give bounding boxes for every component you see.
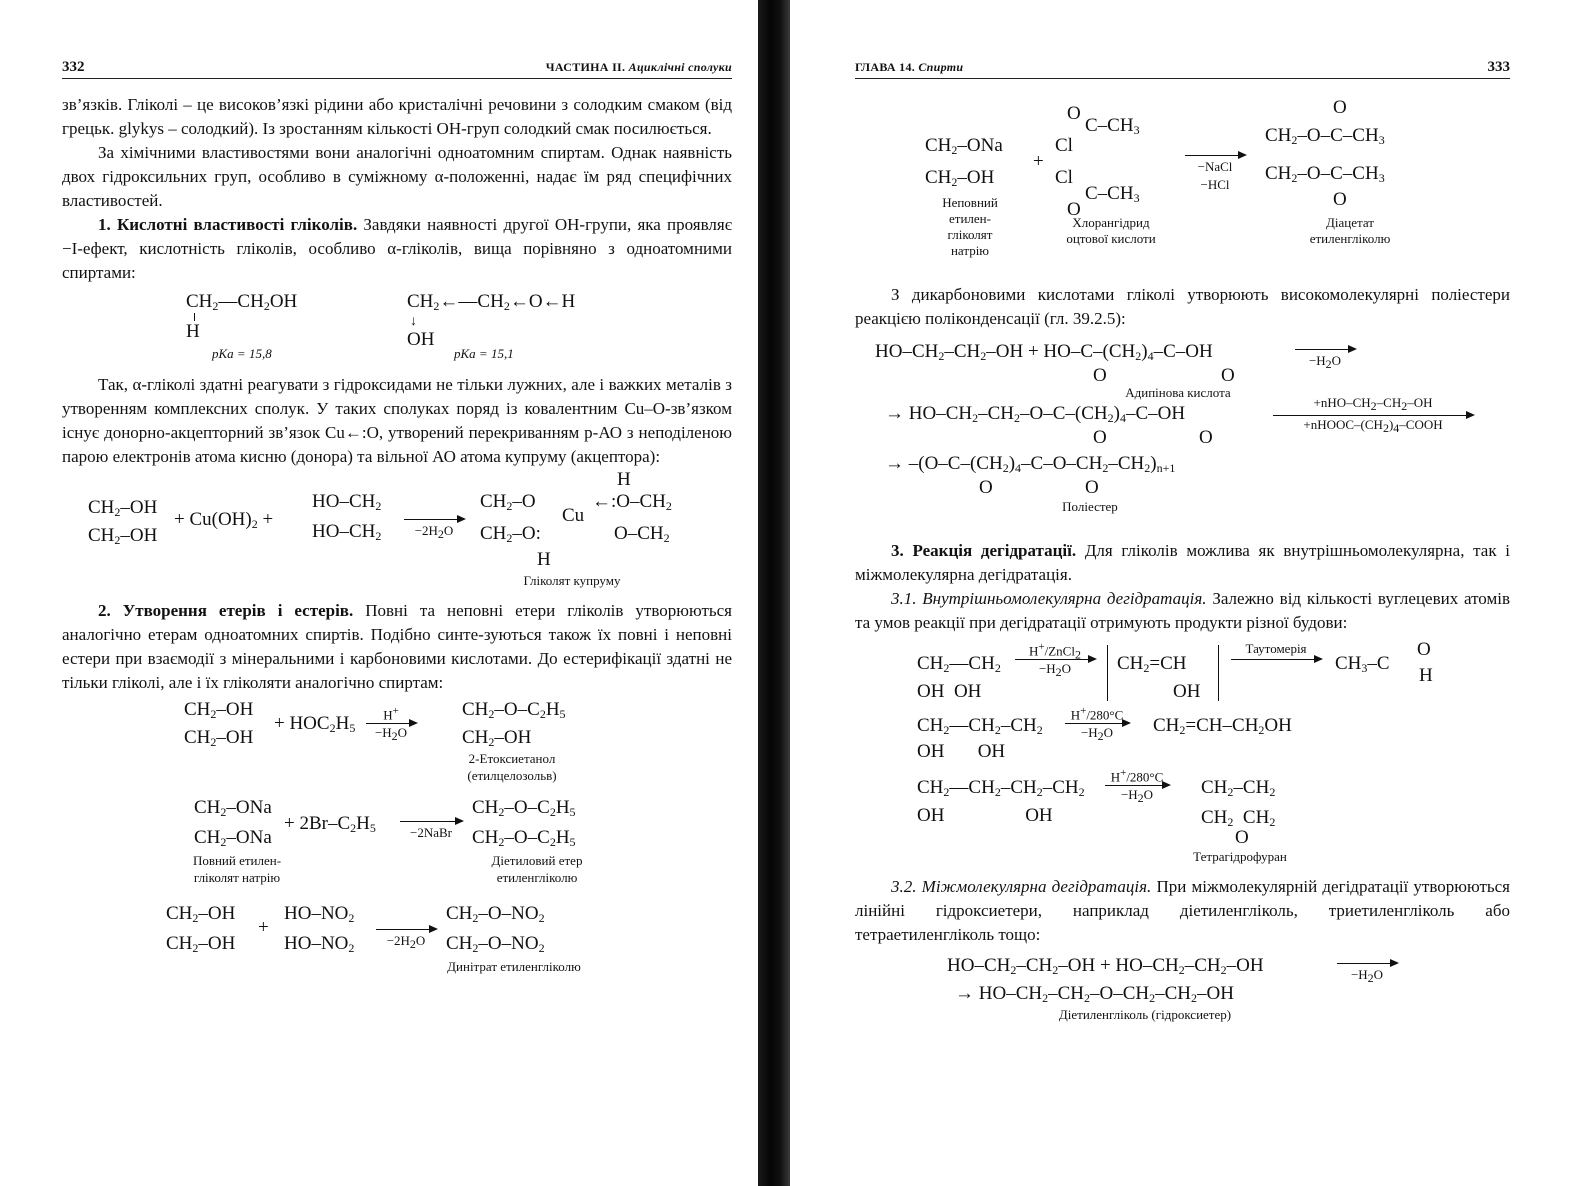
- dinitrate-reaction: $CH_2-OH$ $CH_2-OH$ + $HO-NO_2$ $HO-NO_2$ $-2H_2O$ $CH_2-O-NO_2$ $CH_2-O-NO_2$ Динітрат етиленгліколю: [62, 897, 732, 977]
- copper-glycolate-reaction: H $CH_2-OH$ $CH_2-OH$ + $Cu(OH)_2$ + $HO-CH_2$ $HO-CH_2$ $-2H_2O$ $CH_2-O$ $CH_2-O$: Cu $\leftarrow:O-CH_2$ $O-CH_2$ H Гліколят купруму: [88, 469, 672, 588]
- caption: Діетиленгліколь (гідроксиетер): [1058, 1007, 1232, 1022]
- section-title: 1. Кислотні властивості гліколів.: [98, 215, 358, 234]
- chapter-title: ГЛАВА 14. Спирти: [855, 60, 964, 74]
- paragraph: За хімічними властивостями вони аналогічні одноатомним спиртам. Однак наявність двох гідроксильних груп, особливо в суміжному α-положенні, надає їм ряд специфічних властивостей.: [62, 143, 732, 210]
- paragraph: З дикарбоновими кислотами гліколі утворюють високомолекулярні поліестери реакцією поліконденсації (гл. 39.2.5):: [855, 285, 1510, 328]
- caption: Діетиловий етер: [491, 853, 583, 868]
- subsection-3-2: 3.2. Міжмолекулярна дегідратація. При міжмолекулярній дегідратації утворюються лінійні гідроксиетери, наприклад діетиленгліколь, триетиленгліколь або тетраетиленгліколь тощо:: [855, 877, 1510, 944]
- right-page: [855, 55, 1510, 1027]
- paragraph: Так, α-гліколі здатні реагувати з гідроксидами не тільки лужних, але і важких металів з утворенням комплексних сполук. У таких сполуках поряд із ковалентним Cu–O-зв’язком існує донорно-акцепторний зв’язок Cu←:O, утворений перекриванням p-АО з неподіленою парою електронів атома кисню (донора) та вільної АО атома купруму (акцептора):: [62, 375, 732, 466]
- acidity-structures: $CH_2—CH_2OH$ H pKa = 15,8 $CH_2\leftarrow—CH_2\leftarrow O\leftarrow H$ ↓ OH pKa = 15,1: [62, 285, 732, 363]
- pka-value: pKa = 15,8: [212, 346, 272, 361]
- running-head-right: [855, 55, 1510, 79]
- caption: Тетрагідрофуран: [1193, 849, 1287, 864]
- pka-value: pKa = 15,1: [454, 346, 514, 361]
- caption: Хлорангідрид оцтової кислоти: [1066, 215, 1156, 246]
- subsection-title: 3.1. Внутрішньомолекулярна дегідратація.: [891, 589, 1207, 608]
- intermolecular-dehydration: $HO-CH_2-CH_2-OH + HO-CH_2-CH_2-OH$ $-H_2O$ → $HO-CH_2-CH_2-O-CH_2-CH_2-OH$ Діетиленгліколь (гідроксиетер): [855, 947, 1510, 1027]
- ethoxyethanol-reaction: $CH_2-OH$ $CH_2-OH$ + $HOC_2H_5$ H+ $-H_2O$ $CH_2-O-C_2H_5$ $CH_2-OH$ 2-Етоксиетанол (етилцелозольв): [62, 695, 732, 791]
- caption: Поліестер: [1062, 499, 1118, 514]
- section-title: 2. Утворення етерів і естерів.: [98, 601, 354, 620]
- caption: Динітрат етиленгліколю: [447, 959, 581, 974]
- subsection-title: 3.2. Міжмолекулярна дегідратація.: [891, 877, 1152, 896]
- subsection-3-1: 3.1. Внутрішньомолекулярна дегідратація. Залежно від кількості вуглецевих атомів та умов реакції при дегідратації отримують продукти різної будови:: [855, 589, 1510, 632]
- caption: гліколят натрію: [193, 870, 281, 885]
- page-number-right: 333: [1487, 59, 1510, 75]
- running-head-left: [62, 55, 732, 79]
- left-page: [62, 55, 732, 977]
- intramolecular-dehydration: $CH_2—CH_2$ OH OH H+/ZnCl$_2$ $-H_2O$ $CH_2=CH$ OH Таутомерія $CH_3-C$ O H $CH_2—CH_2-CH_2$ OH OH H+/280°C $-H_2O$ $CH_2=CH-CH_2OH$ $CH_2—CH_2-CH_2-CH_2$ OH OH H+/280°C $-H_2O$ $CH_2-CH_2$ $CH_2$ $CH_2$ O Тетрагідрофуран: [917, 639, 1433, 864]
- caption: Адипінова кислота: [1125, 385, 1231, 400]
- part-title: ЧАСТИНА II. Ациклічні сполуки: [545, 60, 732, 74]
- section-1: 1. Кислотні властивості гліколів. Завдяки наявності другої ОН-групи, яка проявляє −I-ефект, кислотність гліколів, особливо α-гліколів, вища порівняно з одноатомними спиртами:: [62, 215, 733, 282]
- book-gutter: [758, 0, 790, 1186]
- caption: Діацетат етиленгліколю: [1309, 215, 1391, 246]
- section-title: 3. Реакція дегідратації.: [891, 541, 1077, 560]
- section-3: 3. Реакція дегідратації. Для гліколів можлива як внутрішньомолекулярна, так і міжмолекулярна дегідратація.: [855, 541, 1511, 584]
- page-number-left: 332: [62, 59, 85, 75]
- polyester-reaction: $HO-CH_2-CH_2-OH + HO-C-(CH_2)_4-C-OH$ $-H_2O$ O O Адипінова кислота → $HO-CH_2-CH_2-O-C-(CH_2)_4-C-OH$ $+nHO-CH_2-CH_2-OH$ $+nHOOC-(CH_2)_4$–COOH O O → $-(O-C-(CH_2)_4-C-O-CH_2-CH_2)_{n+1}$ O O Поліестер: [855, 331, 1510, 539]
- caption: Гліколят купруму: [523, 573, 621, 588]
- caption: 2-Етоксиетанол: [468, 751, 556, 766]
- caption: Повний етилен-: [192, 853, 282, 868]
- caption: (етилцелозольв): [467, 768, 557, 783]
- caption: Неповний етилен- гліколят натрію: [942, 195, 998, 258]
- caption: етиленгліколю: [496, 870, 578, 885]
- paragraph: зв’язків. Гліколі – це високов’язкі рідини або кристалічні речовини з солодким смаком (від грецьк. glykys – солодкий). Із зростанням кількості ОН-груп солодкий смак посилюється.: [62, 95, 732, 138]
- diacetate-reaction: $CH_2$–ONa $CH_2-OH$ + O $C-CH_3$ Cl Cl $C-CH_3$ O −NaCl −HCl O $CH_2-O-C-CH_3$ $CH_2-O-C-CH_3$ O Неповний етилен- гліколят натрію Хлорангідрид оцтової кислоти Діацетат етиленгліколю: [855, 93, 1510, 283]
- diethyl-ether-reaction: $CH_2$–ONa $CH_2$–ONa + $2Br-C_2H_5$ −2NaBr $CH_2-O-C_2H_5$ $CH_2-O-C_2H_5$ Повний етилен- гліколят натрію Діетиловий етер етиленгліколю: [62, 791, 732, 897]
- tautomerism-label: Таутомерія: [1245, 641, 1307, 656]
- section-2: 2. Утворення етерів і естерів. Повні та неповні етери гліколів утворюються аналогічно етерам одноатомних спиртів. Подібно синте-зуються також їх повні і неповні естери при взаємодії з мінеральними і карбоновими кислотами. До естерифікації здатні не тільки гліколі, але і їх гліколяти аналогічно спиртам:: [62, 601, 732, 692]
